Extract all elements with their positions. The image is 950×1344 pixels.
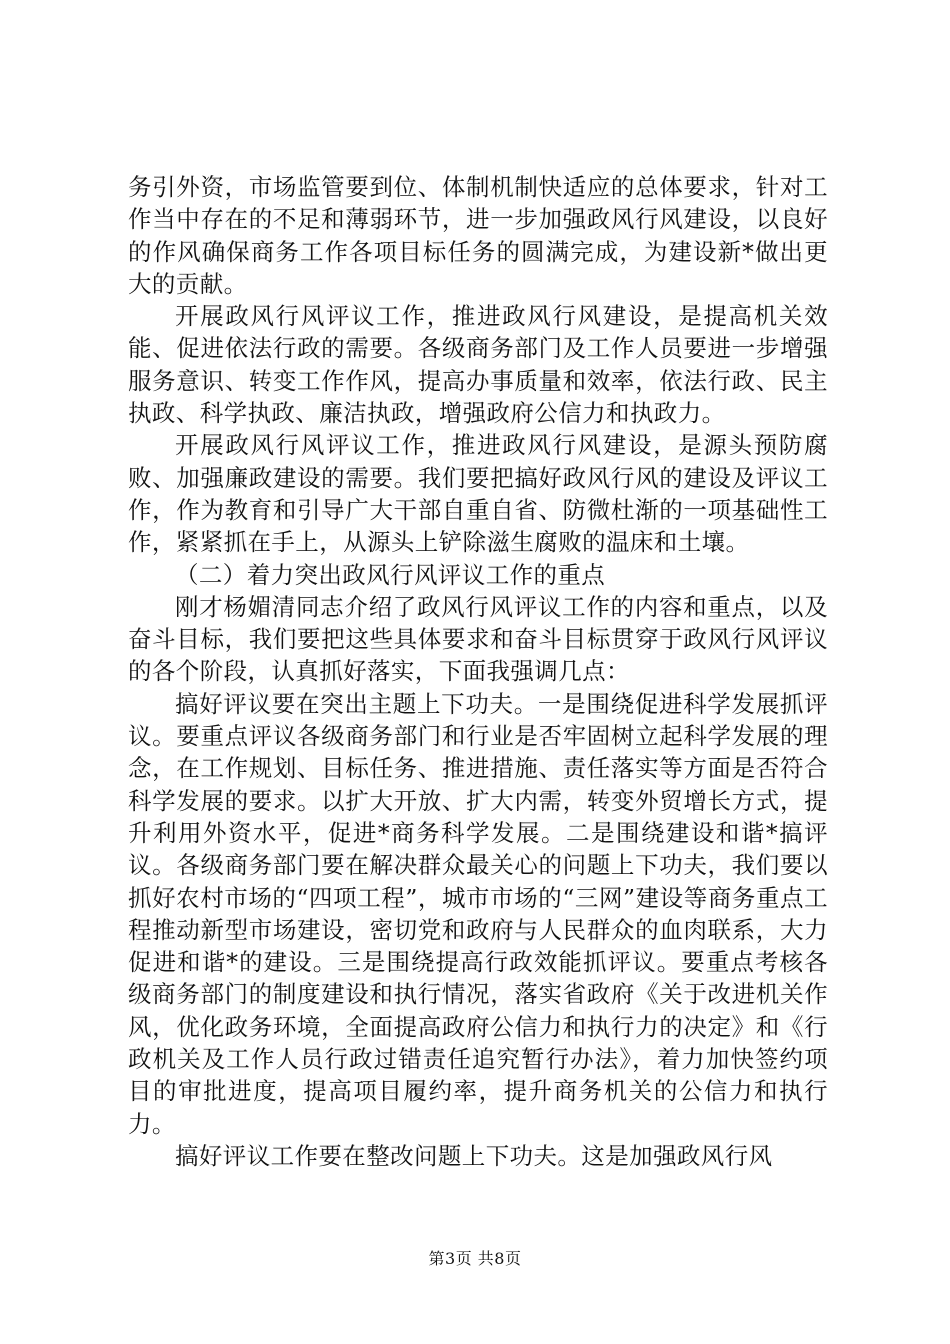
page-footer: 第3页 共8页 (428, 1249, 522, 1268)
paragraph-rectification: 搞好评议工作要在整改问题上下功夫。这是加强政风行风 (175, 1141, 773, 1170)
section-heading: （二）着力突出政风行风评议工作的重点 (175, 560, 606, 589)
paragraph-anti-corruption: 开展政风行风评议工作，推进政风行风建设，是源头预防腐败、加强廉政建设的需要。我们要把搞好政风行风的建设及评议工作，作为教育和引导广大干部自重自省、防微杜渐的一项基础性工作，紧紧抓在手上，从源头上铲除滋生腐败的温床和土壤。 (128, 431, 828, 557)
paragraph-theme: 搞好评议要在突出主题上下功夫。一是围绕促进科学发展抓评议。要重点评议各级商务部门和行业是否牢固树立起科学发展的理念，在工作规划、目标任务、推进措施、责任落实等方面是否符合科学发展的要求。以扩大开放、扩大内需，转变外贸增长方式，提升利用外资水平，促进*商务科学发展。二是围绕建设和谐*搞评议。各级商务部门要在解决群众最关心的问题上下功夫，我们要以抓好农村市场的“四项工程”，城市市场的“三网”建设等商务重点工程推动新型市场建设，密切党和政府与人民群众的血肉联系，大力促进和谐*的建设。三是围绕提高行政效能抓评议。要重点考核各级商务部门的制度建设和执行情况，落实省政府《关于改进机关作风，优化政务环境，全面提高政府公信力和执行力的决定》和《行政机关及工作人员行政过错责任追究暂行办法》，着力加快签约项目的审批进度，提高项目履约率，提升商务机关的公信力和执行力。 (128, 689, 828, 1138)
paragraph-efficiency: 开展政风行风评议工作，推进政风行风建设，是提高机关效能、促进依法行政的需要。各级商务部门及工作人员要进一步增强服务意识、转变工作作风，提高办事质量和效率，依法行政、民主执政、科学执政、廉洁执政，增强政府公信力和执政力。 (128, 302, 828, 428)
paragraph-introduction: 刚才杨媚清同志介绍了政风行风评议工作的内容和重点，以及奋斗目标，我们要把这些具体要求和奋斗目标贯穿于政风行风评议的各个阶段，认真抓好落实，下面我强调几点： (128, 592, 828, 686)
paragraph-continuation: 务引外资，市场监管要到位、体制机制快适应的总体要求，针对工作当中存在的不足和薄弱环节，进一步加强政风行风建设，以良好的作风确保商务工作各项目标任务的圆满完成，为建设新*做出更大的贡献。 (128, 173, 828, 298)
document-body (128, 171, 828, 1172)
